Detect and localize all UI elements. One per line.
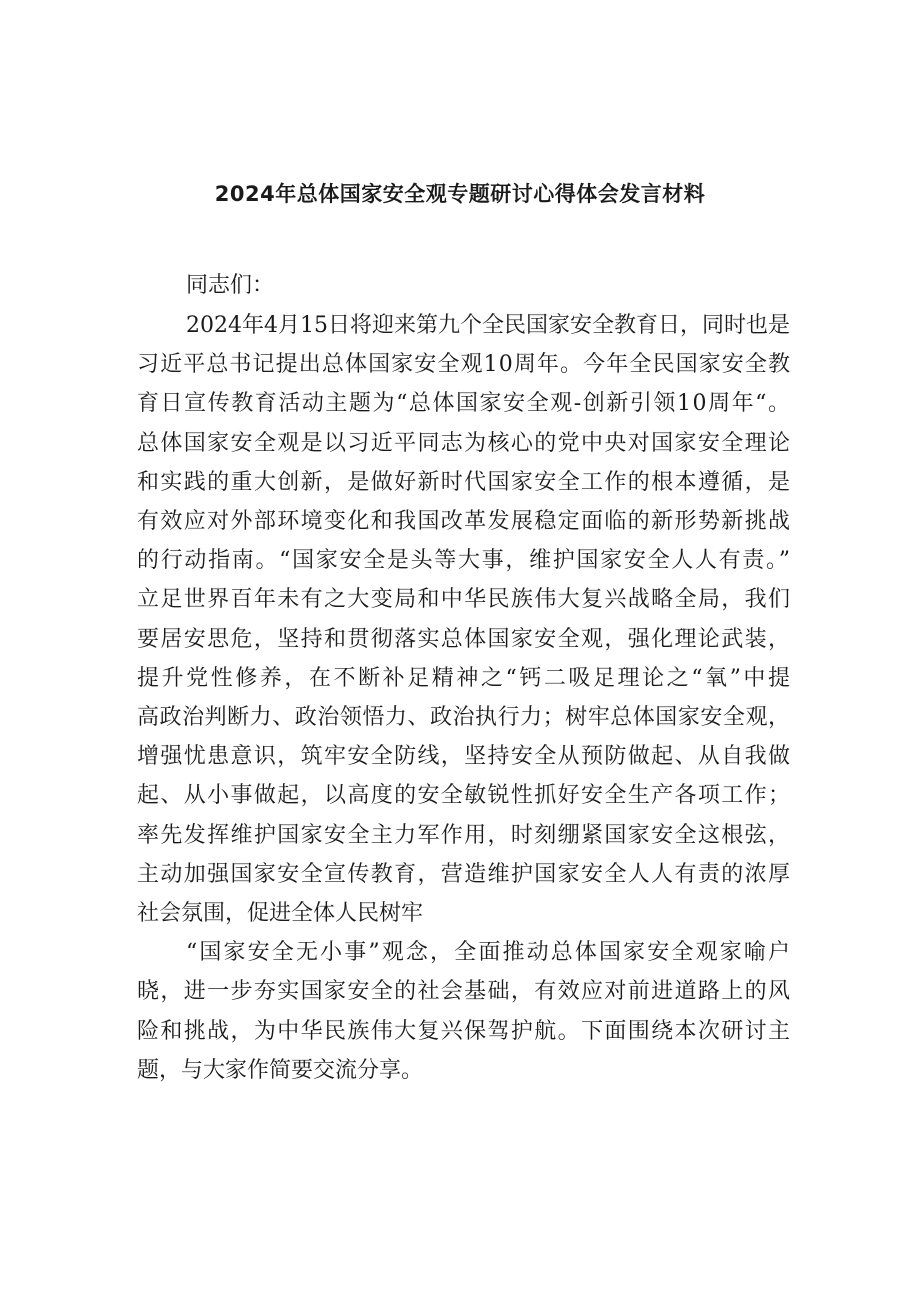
body-text-line: 险和挑战，为中华民族伟大复兴保驾护航。下面围绕本次研讨主 <box>137 1018 792 1044</box>
body-text-line: 要居安思危，坚持和贯彻落实总体国家安全观，强化理论武装， <box>137 626 792 652</box>
body-text-line: 提升党性修养，在不断补足精神之“钙二吸足理论之“氧”中提 <box>137 665 793 691</box>
body-text-line: 立足世界百年未有之大变局和中华民族伟大复兴战略全局，我们 <box>137 587 792 613</box>
body-text-line: 增强忧患意识，筑牢安全防线，坚持安全从预防做起、从自我做 <box>137 744 792 770</box>
document-title: 2024年总体国家安全观专题研讨心得体会发言材料 <box>214 182 706 206</box>
body-text-line: 晓，进一步夯实国家安全的社会基础，有效应对前进道路上的风 <box>137 979 792 1005</box>
body-text-line: 和实践的重大创新，是做好新时代国家安全工作的根本遵循，是 <box>137 469 792 495</box>
body-text-line: 主动加强国家安全宣传教育，营造维护国家安全人人有责的浓厚 <box>137 861 792 887</box>
body-text-line: 社会氛围，促进全体人民树牢 <box>137 901 424 926</box>
body-text-line: 起、从小事做起，以高度的安全敏锐性抓好安全生产各项工作； <box>137 783 792 809</box>
body-text-line: 有效应对外部环境变化和我国改革发展稳定面临的新形势新挑战 <box>137 509 792 534</box>
body-text-line: 的行动指南。“国家安全是头等大事，维护国家安全人人有责。” <box>137 548 792 574</box>
body-text-line: 高政治判断力、政治领悟力、政治执行力；树牢总体国家安全观， <box>137 705 791 730</box>
body-text-line: 习近平总书记提出总体国家安全观10周年。今年全民国家安全教 <box>137 352 792 378</box>
body-text-line: 题，与大家作简要交流分享。 <box>137 1057 424 1083</box>
body-text-line: 2024年4月15日将迎来第九个全民国家安全教育日，同时也是 <box>186 313 790 338</box>
body-text-line: “国家安全无小事”观念，全面推动总体国家安全观家喻户 <box>186 940 793 966</box>
salutation: 同志们： <box>186 273 275 298</box>
body-text-line: 育日宣传教育活动主题为“总体国家安全观-创新引领10周年“。 <box>137 391 792 417</box>
body-text-line: 率先发挥维护国家安全主力军作用，时刻绷紧国家安全这根弦， <box>137 822 792 848</box>
body-text-line: 总体国家安全观是以习近平同志为核心的党中央对国家安全理论 <box>137 430 792 456</box>
